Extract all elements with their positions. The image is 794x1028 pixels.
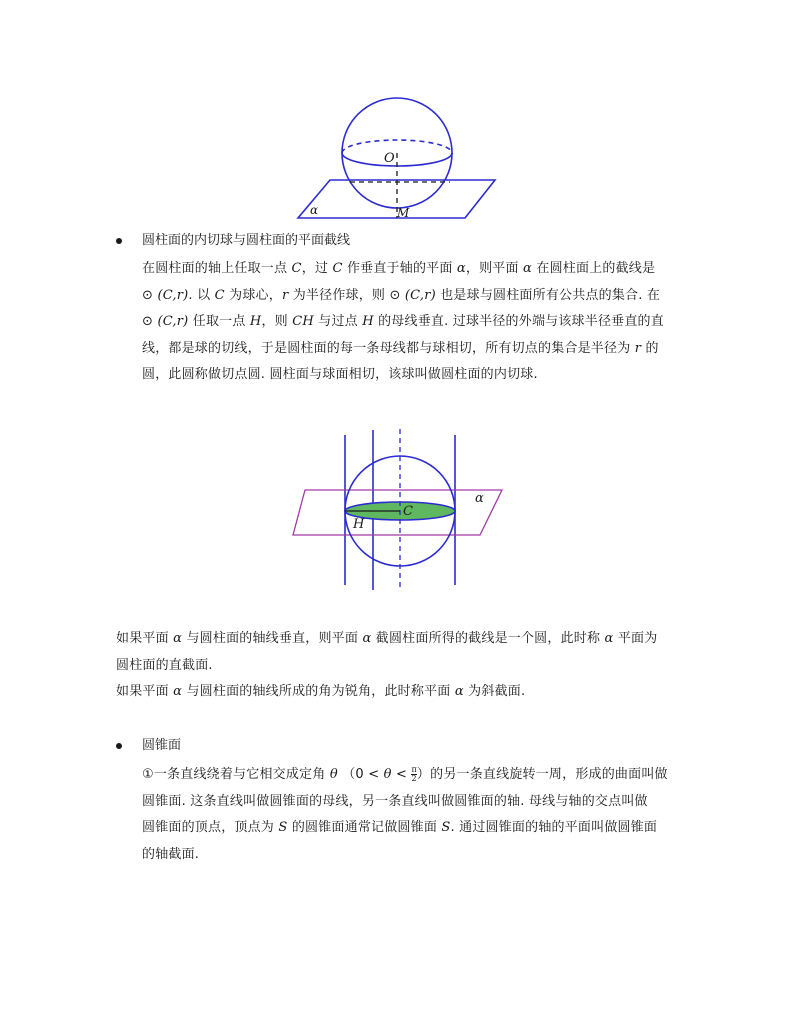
sphere-equator-back [342,140,452,153]
label-alpha: α [310,203,319,217]
cylinder-sphere-figure [285,425,510,595]
section2-paragraph: 如果平面 α 与圆柱面的轴线垂直，则平面 α 截圆柱面所得的截线是一个圆，此时称 α 平面为 圆柱面的直截面. 如果平面 α 与圆柱面的轴线所成的角为锐角，此时称平面 α 为斜截面. [116,631,658,699]
label-O: O [384,151,395,166]
label-H: H [353,517,365,532]
bullet-1 [116,238,122,244]
label-C: C [403,504,413,519]
section1-paragraph: 在圆柱面的轴上任取一点 C，过 C 作垂直于轴的平面 α，则平面 α 在圆柱面上的截线是 ⊙ (C,r). 以 C 为球心，r 为半径作球，则 ⊙ (C,r) 也是球与圆柱面所有公共点的集合. 在 ⊙ (C,r) 任取一点 H，则 CH 与过点 H 的母线垂直. 过球半径的外端与该球半径垂直的直 线，都是球的切线，于是圆柱面的每一条母线都与球相切，所有切点的集合是半径为 r 的 圆，此圆称做切点圆. 圆柱面与球面相切，该球叫做圆柱面的内切球. [142,261,664,382]
label-M: M [397,206,410,220]
sphere-plane-figure [290,90,505,225]
pi-over-2: $\frac{\pi}{2}$ [411,765,417,783]
section3-paragraph: ①一条直线绕着与它相交成定角 θ （0 < θ < $\frac{\pi}{2}$ ）的另一条直线旋转一周，形成的曲面叫做 圆锥面. 这条直线叫做圆锥面的母线，另一条直线叫做圆锥面的轴. 母线与轴的交点叫做 圆锥面的顶点，顶点为 S 的圆锥面通常记做圆锥面 S. 通过圆锥面的轴的平面叫做圆锥面 的轴截面. [142,765,668,862]
section3-heading: 圆锥面 [142,738,182,753]
label-alpha: α [475,491,484,506]
section1-heading: 圆柱面的内切球与圆柱面的平面截线 [142,233,351,248]
bullet-2 [116,743,122,749]
